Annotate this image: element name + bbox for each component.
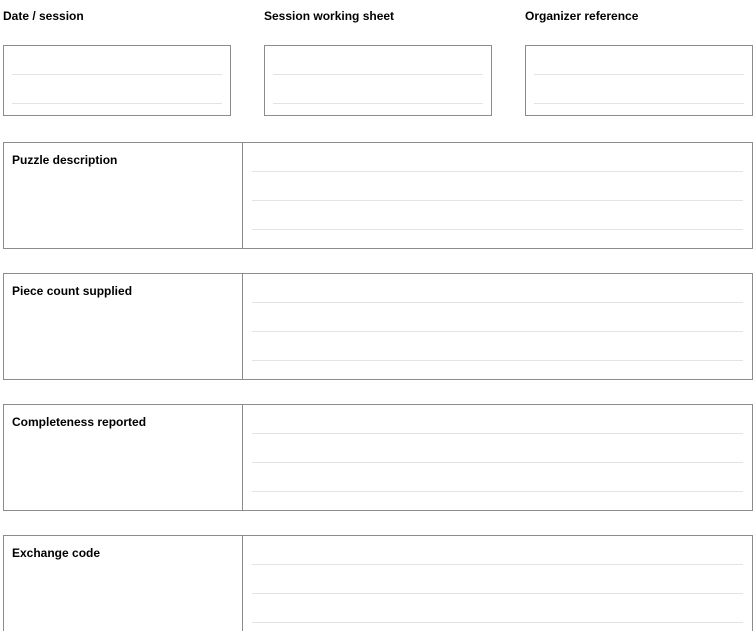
exchange-code-label: Exchange code [12, 546, 101, 560]
completeness-field[interactable] [243, 405, 752, 510]
writing-line [252, 302, 743, 303]
session-working-sheet-title: Session working sheet [264, 9, 395, 23]
writing-line [273, 103, 483, 104]
writing-line [534, 74, 744, 75]
writing-line [252, 331, 743, 332]
writing-line [252, 229, 743, 230]
writing-line [12, 74, 222, 75]
writing-line [252, 433, 743, 434]
puzzle-description-label: Puzzle description [12, 153, 118, 167]
writing-line [273, 74, 483, 75]
exchange-code-field[interactable] [243, 536, 752, 631]
writing-line [252, 622, 743, 623]
writing-line [252, 491, 743, 492]
writing-line [252, 462, 743, 463]
piece-count-section [3, 273, 753, 380]
section-label-cell [4, 143, 243, 248]
section-label-cell [4, 536, 243, 631]
piece-count-label: Piece count supplied [12, 284, 133, 298]
piece-count-field[interactable] [243, 274, 752, 379]
writing-line [12, 103, 222, 104]
writing-line [252, 564, 743, 565]
date-session-field[interactable] [3, 45, 231, 116]
exchange-code-section [3, 535, 753, 631]
writing-line [252, 200, 743, 201]
section-label-cell [4, 405, 243, 510]
puzzle-description-field[interactable] [243, 143, 752, 248]
writing-line [534, 103, 744, 104]
session-working-sheet-field[interactable] [264, 45, 492, 116]
section-label-cell [4, 274, 243, 379]
date-session-label: Date / session [3, 9, 84, 23]
completeness-label: Completeness reported [12, 415, 147, 429]
puzzle-description-section [3, 142, 753, 249]
writing-line [252, 171, 743, 172]
writing-line [252, 593, 743, 594]
organizer-reference-field[interactable] [525, 45, 753, 116]
completeness-section [3, 404, 753, 511]
writing-line [252, 360, 743, 361]
organizer-reference-label: Organizer reference [525, 9, 639, 23]
